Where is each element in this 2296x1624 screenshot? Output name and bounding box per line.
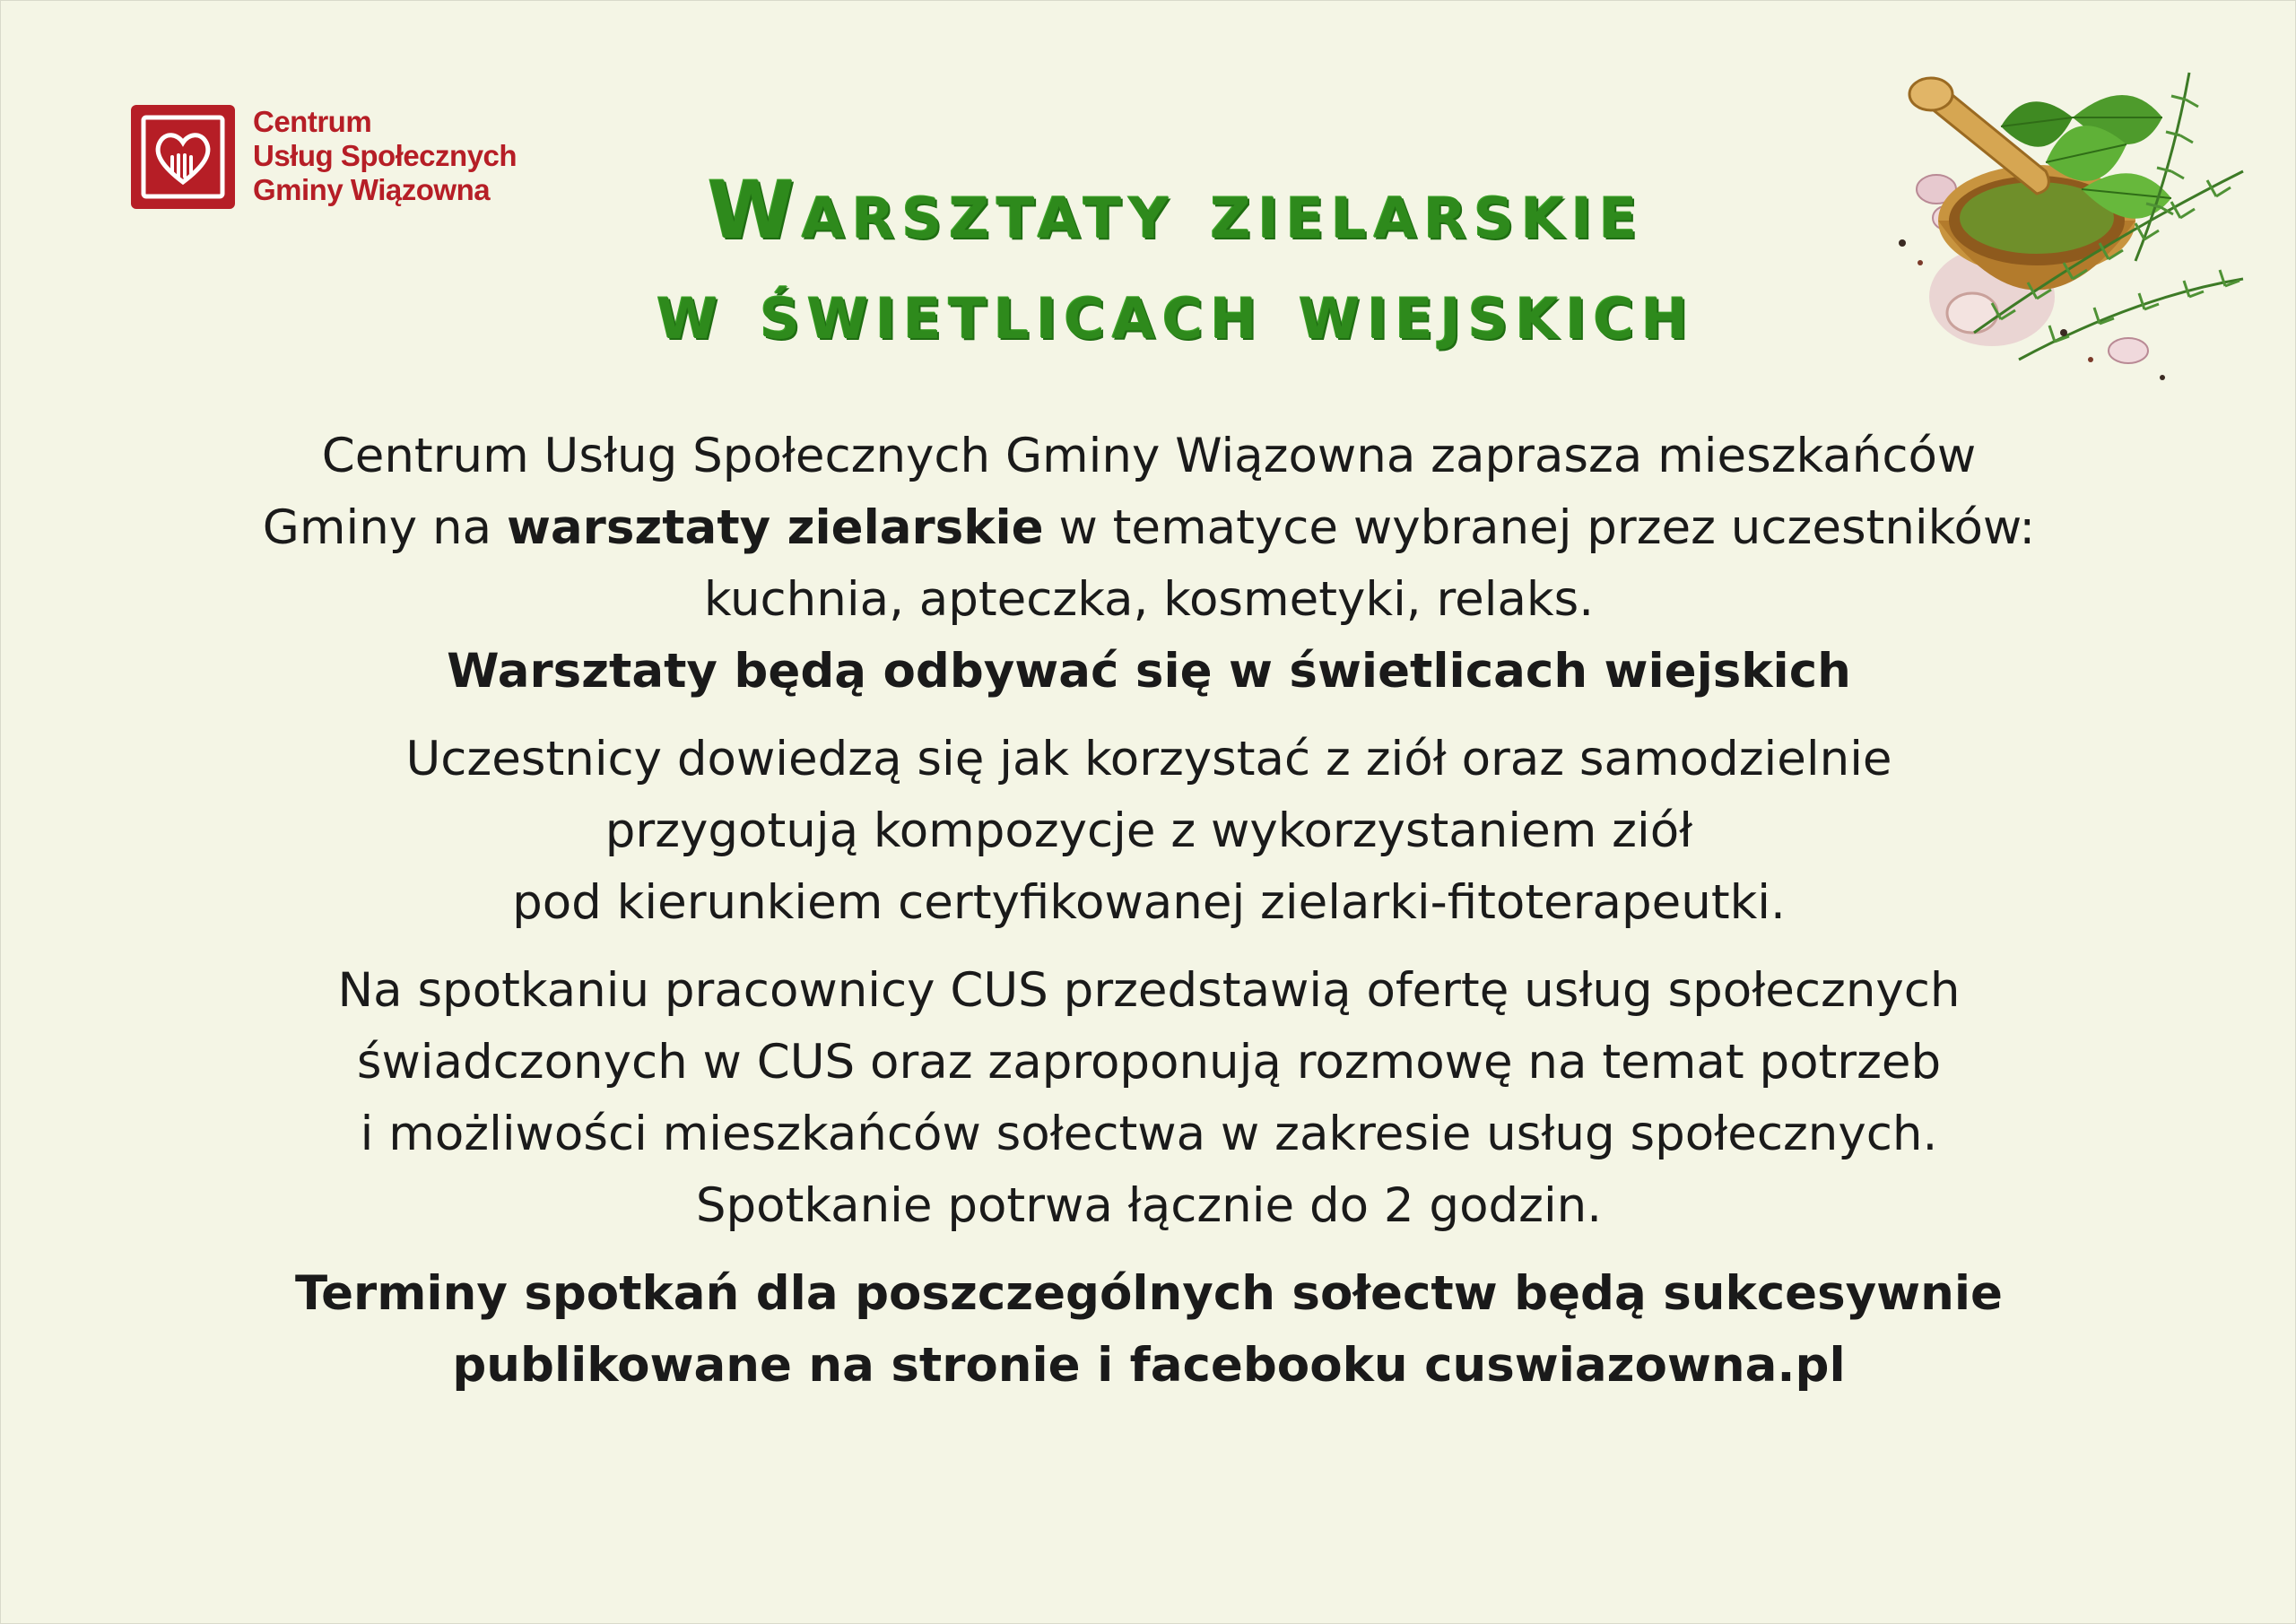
p2-line2: przygotują kompozycje z wykorzystaniem ziół bbox=[604, 803, 1693, 858]
p3-line1: Na spotkaniu pracownicy CUS przedstawią ofertę usług społecznych bbox=[337, 963, 1961, 1018]
p2-line3: pod kierunkiem certyfikowanej zielarki-fitoterapeutki. bbox=[512, 875, 1786, 930]
headline-line-2: w świetlicach wiejskich bbox=[657, 265, 1695, 357]
logo-line-3: Gminy Wiązowna bbox=[253, 173, 491, 206]
body-text bbox=[135, 421, 2162, 1402]
p1-line1: Centrum Usług Społecznych Gminy Wiązowna zaprasza mieszkańców bbox=[321, 429, 1977, 483]
logo-line-2: Usług Społecznych bbox=[253, 139, 517, 172]
p3-line4: Spotkanie potrwa łącznie do 2 godzin. bbox=[695, 1178, 1603, 1233]
p4-line2 bbox=[135, 1330, 2162, 1402]
spacer bbox=[135, 939, 2162, 955]
p1-line4 bbox=[135, 636, 2162, 708]
p1-line2-pre: Gminy na bbox=[262, 500, 507, 555]
heart-hand-logo-icon bbox=[131, 105, 235, 209]
p4-line2-bold: publikowane na stronie i facebooku cuswiazowna.pl bbox=[452, 1338, 1846, 1393]
herbs-mortar-icon bbox=[1866, 64, 2252, 404]
logo-text bbox=[253, 105, 517, 207]
p1-line2 bbox=[135, 492, 2162, 564]
p3-line2: świadczonych w CUS oraz zaproponują rozmowę na temat potrzeb bbox=[356, 1035, 1942, 1090]
p1-line2-post: w tematyce wybranej przez uczestników: bbox=[1043, 500, 2036, 555]
logo-line-1: Centrum bbox=[253, 105, 372, 138]
p1-line3: kuchnia, apteczka, kosmetyki, relaks. bbox=[703, 572, 1595, 627]
headline-line-1: Warsztaty zielarskie bbox=[707, 164, 1645, 256]
p4-line1 bbox=[135, 1258, 2162, 1330]
spacer bbox=[135, 708, 2162, 724]
p3-line3: i możliwości mieszkańców sołectwa w zakresie usług społecznych. bbox=[360, 1107, 1938, 1161]
p2-line1: Uczestnicy dowiedzą się jak korzystać z ziół oraz samodzielnie bbox=[405, 732, 1892, 786]
p4-line1-bold: Terminy spotkań dla poszczególnych sołectw będą sukcesywnie bbox=[295, 1266, 2003, 1321]
p1-line2-bold: warsztaty zielarskie bbox=[506, 500, 1044, 555]
p1-line4-bold: Warsztaty będą odbywać się w świetlicach wiejskich bbox=[447, 644, 1851, 699]
logo bbox=[131, 105, 517, 209]
headline bbox=[503, 161, 1848, 361]
spacer bbox=[135, 1242, 2162, 1258]
